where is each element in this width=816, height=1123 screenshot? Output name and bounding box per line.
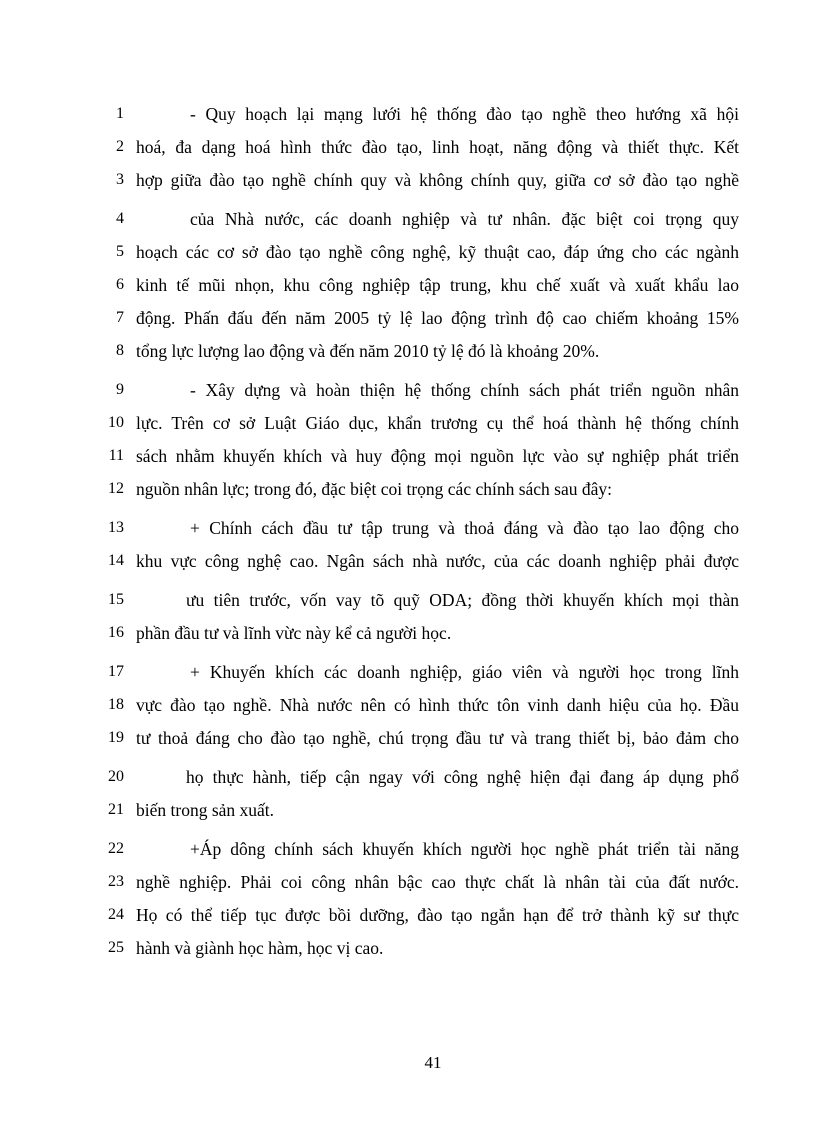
page-number: 41	[424, 1053, 442, 1072]
text-line	[0, 869, 816, 895]
line-text: của Nhà nước, các doanh nghiệp và tư nhân. đặc biệt coi trọng quy	[190, 209, 739, 229]
line-number: 18	[108, 696, 124, 713]
text-line	[0, 902, 816, 928]
line-number: 5	[116, 243, 124, 260]
text-line	[0, 587, 816, 613]
line-number: 12	[108, 480, 124, 497]
text-line	[0, 134, 816, 160]
line-number: 20	[108, 768, 124, 785]
text-line	[0, 101, 816, 127]
line-text: hoạch các cơ sở đào tạo nghề công nghệ, kỹ thuật cao, đáp ứng cho các ngành	[136, 242, 739, 262]
line-number: 24	[108, 906, 124, 923]
line-number: 11	[108, 447, 124, 464]
text-line	[0, 548, 816, 574]
line-number: 9	[116, 381, 124, 398]
text-line	[0, 935, 816, 961]
line-number: 1	[116, 105, 124, 122]
line-number: 3	[116, 171, 124, 188]
line-number: 2	[116, 138, 124, 155]
text-line	[0, 476, 816, 502]
line-text: vực đào tạo nghề. Nhà nước nên có hình thức tôn vinh danh hiệu của họ. Đầu	[136, 695, 739, 715]
line-text: hoá, đa dạng hoá hình thức đào tạo, linh hoạt, năng động và thiết thực. Kết	[136, 137, 739, 157]
text-line	[0, 836, 816, 862]
text-line	[0, 272, 816, 298]
text-line	[0, 338, 816, 364]
line-text: lực. Trên cơ sở Luật Giáo dục, khẩn trương cụ thể hoá thành hệ thống chính	[136, 413, 739, 433]
line-text: - Quy hoạch lại mạng lưới hệ thống đào tạo nghề theo hướng xã hội	[190, 104, 739, 124]
line-text: + Chính cách đầu tư tập trung và thoả đáng và đào tạo lao động cho	[190, 518, 739, 538]
text-line	[0, 725, 816, 751]
text-line	[0, 797, 816, 823]
line-text: nguồn nhân lực; trong đó, đặc biệt coi trọng các chính sách sau đây:	[136, 479, 613, 499]
line-number: 23	[108, 873, 124, 890]
line-number: 8	[116, 342, 124, 359]
text-line	[0, 443, 816, 469]
line-number: 7	[116, 309, 124, 326]
line-number: 10	[108, 414, 124, 431]
text-line	[0, 167, 816, 193]
text-line	[0, 239, 816, 265]
text-line	[0, 659, 816, 685]
line-number: 17	[108, 663, 124, 680]
line-text: Họ có thể tiếp tục được bồi dưỡng, đào tạo ngắn hạn để trở thành kỹ sư thực	[136, 905, 739, 925]
line-text: phần đầu tư và lĩnh vừc này kể cả người học.	[136, 623, 452, 643]
line-number: 22	[108, 840, 124, 857]
line-text: - Xây dựng và hoàn thiện hệ thống chính sách phát triển nguồn nhân	[190, 380, 739, 400]
text-line	[0, 764, 816, 790]
line-number: 25	[108, 939, 124, 956]
text-line	[0, 515, 816, 541]
line-text: + Khuyến khích các doanh nghiệp, giáo viên và người học trong lĩnh	[190, 662, 739, 682]
line-text: nghề nghiệp. Phải coi công nhân bậc cao thực chất là nhân tài của đất nước.	[136, 872, 739, 892]
line-text: sách nhằm khuyến khích và huy động mọi nguồn lực vào sự nghiệp phát triển	[136, 446, 739, 466]
line-text: họ thực hành, tiếp cận ngay với công nghệ hiện đại đang áp dụng phổ	[186, 767, 739, 787]
line-text: ưu tiên trước, vốn vay tõ quỹ ODA; đồng thời khuyến khích mọi thàn	[186, 590, 739, 610]
line-text: hành và giành học hàm, học vị cao.	[136, 938, 384, 958]
line-number: 15	[108, 591, 124, 608]
line-text: khu vực công nghệ cao. Ngân sách nhà nước, của các doanh nghiệp phải được	[136, 551, 739, 571]
line-number: 6	[116, 276, 124, 293]
text-line	[0, 206, 816, 232]
line-number: 4	[116, 210, 124, 227]
line-number: 16	[108, 624, 124, 641]
line-number: 14	[108, 552, 124, 569]
line-text: động. Phấn đấu đến năm 2005 tỷ lệ lao động trình độ cao chiếm khoảng 15%	[136, 308, 739, 328]
text-line	[0, 305, 816, 331]
line-text: tổng lực lượng lao động và đến năm 2010 tỷ lệ đó là khoảng 20%.	[136, 341, 600, 361]
line-text: biến trong sản xuất.	[136, 800, 275, 820]
line-text: hợp giữa đào tạo nghề chính quy và không chính quy, giữa cơ sở đào tạo nghề	[136, 170, 739, 190]
text-line	[0, 410, 816, 436]
line-text: +Áp dông chính sách khuyến khích người học nghề phát triển tài năng	[190, 839, 739, 859]
line-number: 19	[108, 729, 124, 746]
line-number: 13	[108, 519, 124, 536]
line-text: tư thoả đáng cho đào tạo nghề, chú trọng đầu tư và trang thiết bị, bảo đảm cho	[136, 728, 739, 748]
text-line	[0, 377, 816, 403]
text-line	[0, 692, 816, 718]
line-text: kinh tế mũi nhọn, khu công nghiệp tập trung, khu chế xuất và xuất khẩu lao	[136, 275, 739, 295]
line-number: 21	[108, 801, 124, 818]
text-line	[0, 620, 816, 646]
